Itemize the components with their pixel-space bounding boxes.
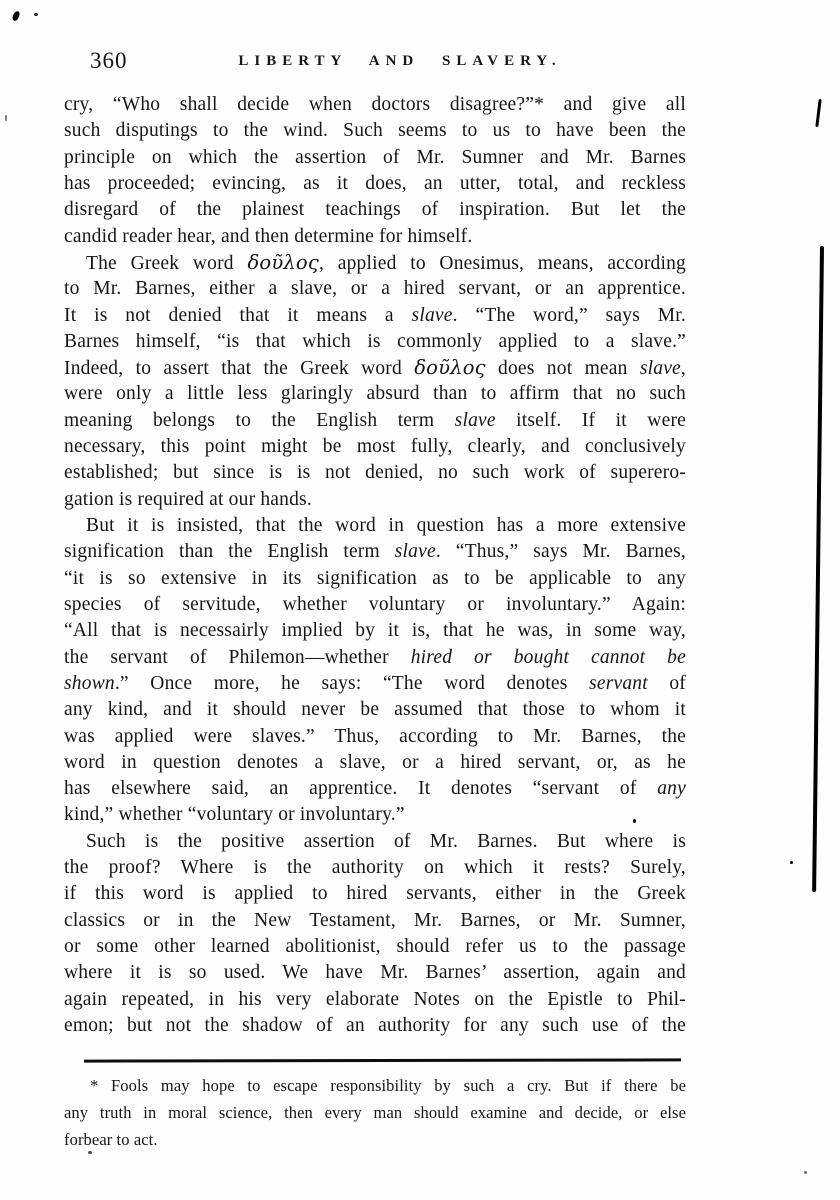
text-line — [64, 118, 686, 144]
text-run: species of servitude, whether voluntary or involuntary.” Again: — [64, 593, 686, 615]
text-run: It is not denied that it means a — [64, 304, 412, 326]
ink-dot-below-footnote — [88, 1151, 92, 1154]
text-line — [64, 355, 686, 381]
text-line — [64, 145, 686, 171]
text-run: . “The word,” says Mr. — [452, 304, 686, 326]
text-run: does not mean — [485, 358, 640, 380]
text-run: any truth in moral science, then every man should examine and decide, or else — [64, 1103, 686, 1122]
text-line — [64, 908, 686, 934]
text-run: . “Thus,” says Mr. Barnes, — [435, 541, 686, 563]
text-run: slave — [639, 358, 681, 380]
text-run: principle on which the assertion of Mr. Sumner and Mr. Barnes — [64, 146, 686, 168]
text-line — [64, 1099, 686, 1126]
text-run: to Mr. Barnes, either a slave, or a hired servant, or an apprentice. — [64, 278, 686, 300]
footnote-rule — [84, 1058, 681, 1062]
running-title: LIBERTY AND SLAVERY. — [238, 53, 562, 69]
text-run: slave — [394, 541, 436, 563]
text-run: established; but since is is not denied, no such work of superero- — [64, 462, 686, 484]
paragraph — [64, 1072, 686, 1153]
text-line — [64, 539, 686, 565]
text-line — [64, 724, 686, 750]
text-run: again repeated, in his very elaborate Notes on the Epistle to Phil- — [64, 988, 686, 1010]
text-run: “All that is necessairly implied by it is, that he was, in some way, — [64, 620, 686, 642]
text-run: * Fools may hope to escape responsibility by such a cry. But if there be — [90, 1076, 686, 1095]
text-run: Barnes himself, “is that which is commonly applied to a slave.” — [64, 330, 686, 352]
text-run: kind,” whether “voluntary or involuntary.” — [64, 804, 405, 826]
text-run: cry, “Who shall decide when doctors disagree?”* and give all — [64, 94, 686, 115]
text-run: such disputings to the wind. Such seems to us to have been the — [64, 120, 686, 142]
ink-tick-left-margin — [5, 115, 7, 121]
footnote-text — [64, 1072, 686, 1153]
text-run: The Greek word — [86, 252, 248, 274]
text-run: hired or bought cannot be — [410, 646, 686, 668]
text-run: slave — [411, 304, 453, 326]
text-run: classics or in the New Testament, Mr. Barnes, or Mr. Sumner, — [64, 909, 686, 931]
ink-tick-right-margin — [815, 99, 821, 127]
text-line — [64, 408, 686, 434]
text-line — [64, 92, 686, 118]
greek-word: δοῦλος — [414, 356, 486, 380]
text-run: necessary, this point might be most fully, clearly, and conclusively — [64, 436, 686, 458]
text-run: signification than the English term — [64, 541, 395, 563]
text-run: servant — [589, 672, 648, 694]
text-line — [64, 513, 686, 539]
text-line — [64, 566, 686, 592]
text-run: forbear to act. — [64, 1130, 158, 1149]
text-line — [64, 592, 686, 618]
text-run: shown — [64, 672, 115, 694]
text-run: were only a little less glaringly absurd than to affirm that no such — [64, 383, 686, 405]
text-run: of — [647, 672, 686, 694]
text-run: , applied to Onesimus, means, according — [319, 252, 686, 274]
text-run: has proceeded; evincing, as it does, an utter, total, and reckless — [64, 172, 686, 194]
text-run: emon; but not the shadow of an authority for any such use of the — [64, 1014, 686, 1036]
text-run: if this word is applied to hired servants, either in the Greek — [64, 883, 686, 905]
text-run: gation is required at our hands. — [64, 488, 312, 510]
text-run: was applied were slaves.” Thus, according to Mr. Barnes, the — [64, 725, 686, 747]
text-line — [64, 934, 686, 960]
text-line — [64, 960, 686, 986]
text-line — [64, 303, 686, 329]
text-run: Indeed, to assert that the Greek word — [64, 358, 415, 380]
text-line — [64, 381, 686, 407]
text-line — [64, 697, 686, 723]
text-line — [64, 487, 686, 513]
text-run: any — [657, 778, 686, 800]
text-run: Such is the positive assertion of Mr. Barnes. But where is — [86, 830, 686, 852]
text-line — [64, 776, 686, 802]
paragraph — [64, 92, 686, 250]
text-run: has elsewhere said, an apprentice. It denotes “servant of — [64, 778, 658, 800]
text-line — [64, 881, 686, 907]
text-line — [64, 645, 686, 671]
text-line — [64, 618, 686, 644]
text-line — [64, 671, 686, 697]
text-line — [64, 197, 686, 223]
text-run: the servant of Philemon—whether — [64, 646, 411, 668]
text-run: “it is so extensive in its signification as to be applicable to any — [64, 567, 686, 589]
text-run: candid reader hear, and then determine for himself. — [64, 225, 473, 247]
text-run: where it is so used. We have Mr. Barnes’ assertion, again and — [64, 962, 686, 984]
text-line — [64, 750, 686, 776]
text-line — [64, 250, 686, 276]
text-line — [64, 987, 686, 1013]
paragraph — [64, 829, 686, 1040]
text-run: any kind, and it should never be assumed that those to whom it — [64, 699, 686, 721]
ink-dot-top-left — [34, 13, 38, 16]
greek-word: δοῦλος — [247, 250, 319, 274]
ink-dot-bottom-right — [804, 1171, 807, 1174]
page-number: 360 — [90, 48, 128, 73]
text-run: disregard of the plainest teachings of inspiration. But let the — [64, 199, 686, 221]
ink-speck-top-left — [12, 10, 21, 21]
text-run: But it is insisted, that the word in question has a more extensive — [86, 515, 686, 536]
text-line — [64, 1013, 686, 1039]
text-run: itself. If it were — [495, 409, 686, 431]
body-text — [64, 92, 686, 1039]
text-line — [64, 329, 686, 355]
text-run: or some other learned abolitionist, should refer us to the passage — [64, 936, 686, 957]
scan-line-right-margin — [812, 246, 823, 892]
paragraph — [64, 250, 686, 513]
text-run: slave — [454, 409, 496, 431]
text-run: , — [680, 358, 686, 380]
text-line — [64, 855, 686, 881]
text-run: meaning belongs to the English term — [64, 409, 455, 431]
text-line — [64, 224, 686, 250]
text-line — [64, 829, 686, 855]
ink-dot-after-paragraph — [633, 819, 636, 823]
text-line — [64, 460, 686, 486]
ink-dot-right-margin — [790, 861, 793, 864]
text-run: word in question denotes a slave, or a hired servant, or, as he — [64, 751, 686, 773]
text-line — [64, 276, 686, 302]
text-line — [64, 1072, 686, 1099]
text-run: .” Once more, he says: “The word denotes — [114, 672, 590, 694]
paragraph — [64, 513, 686, 829]
text-run: the proof? Where is the authority on which it rests? Surely, — [64, 857, 686, 879]
text-line — [64, 1126, 686, 1153]
text-line — [64, 171, 686, 197]
text-line — [64, 434, 686, 460]
text-line — [64, 802, 686, 828]
